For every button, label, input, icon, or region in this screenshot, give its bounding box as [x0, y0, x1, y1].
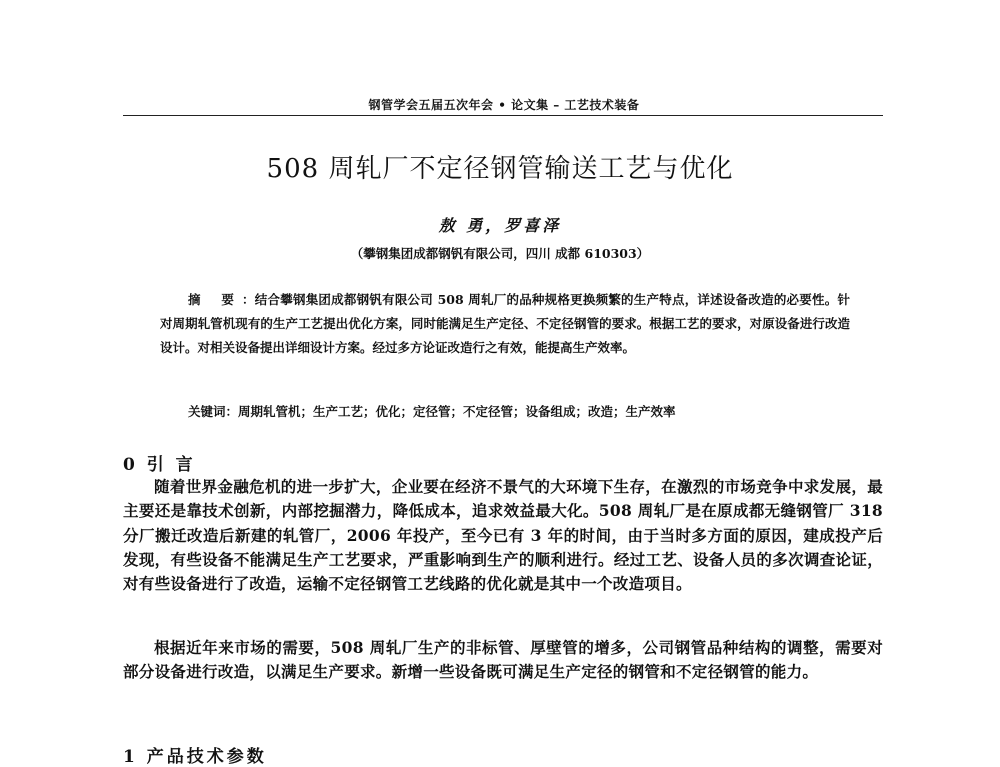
abstract	[160, 288, 850, 360]
keywords	[188, 402, 848, 420]
abstract-label: 摘 要	[188, 292, 243, 307]
authors: 敖 勇，罗喜泽	[438, 216, 562, 235]
running-header: 钢管学会五届五次年会 • 论文集 – 工艺技术装备	[368, 98, 640, 112]
keywords-label: 关键词：	[188, 404, 239, 419]
abstract-text: ：结合攀钢集团成都钢钒有限公司 508 周轧厂的品种规格更换频繁的生产特点，详述设备改造的必要性。针对周期轧管机现有的生产工艺提出优化方案，同时能满足生产定径、不定径钢管的要求。根据工艺的要求，对原设备进行改造设计。对相关设备提出详细设计方案。经过多方论证改造行之有效，能提高生产效率。	[160, 292, 850, 355]
body-paragraph: 根据近年来市场的需要，508 周轧厂生产的非标管、厚壁管的增多，公司钢管品种结构的调整，需要对部分设备进行改造，以满足生产要求。新增一些设备既可满足生产定径的钢管和不定径钢管的能力。	[123, 638, 883, 682]
paper-title: 508 周轧厂不定径钢管输送工艺与优化	[266, 154, 734, 184]
affiliation: （攀钢集团成都钢钒有限公司，四川 成都 610303）	[350, 246, 650, 261]
section-heading: 1 产品技术参数	[123, 747, 267, 767]
section-heading: 0 引 言	[123, 455, 196, 475]
keywords-text: 周期轧管机；生产工艺；优化；定径管；不定径管；设备组成；改造；生产效率	[238, 404, 676, 419]
body-paragraph: 随着世界金融危机的进一步扩大，企业要在经济不景气的大环境下生存，在激烈的市场竞争中求发展，最主要还是靠技术创新，内部挖掘潜力，降低成本，追求效益最大化。508 周轧厂是在原成都无缝钢管厂 318 分厂搬迁改造后新建的轧管厂，2006 年投产，至今已有 3 年的时间，由于当时多方面的原因，建成投产后发现，有些设备不能满足生产工艺要求，严重影响到生产的顺利进行。经过工艺、设备人员的多次调查论证，对有些设备进行了改造，运输不定径钢管工艺线路的优化就是其中一个改造项目。	[123, 477, 883, 594]
header-rule	[123, 115, 883, 116]
